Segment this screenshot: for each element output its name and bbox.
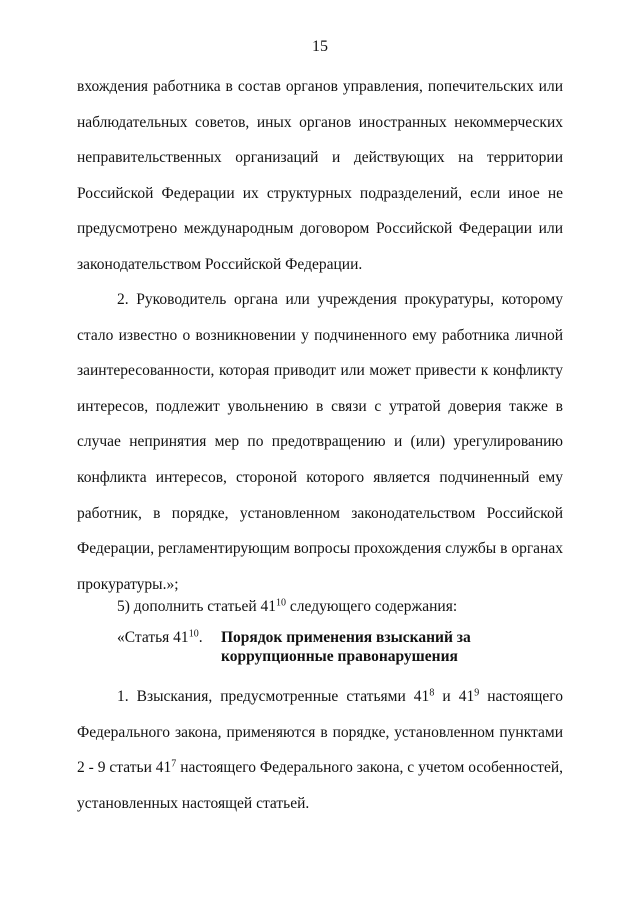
superscript-10: 10 xyxy=(276,597,287,609)
paragraph-article-item-1: 1. Взыскания, предусмотренные статьями $41^8$ и $41^9$ настоящего Федерального закона, применяются в порядке, установленном пунктами 2 - 9 статьи $41^7$ настоящего Федерального закона, с учетом особенностей, установленных настоящей статьей. xyxy=(77,687,563,812)
paragraph-item-2: 2. Руководитель органа или учреждения прокуратуры, которому стало известно о возникновении у подчиненного ему работника личной заинтересованности, которая приводит или может привести к конфликту интересов, подлежит увольнению в связи с утратой доверия также в случае непринятия мер по предотвращению и (или) урегулированию конфликта интересов, стороной которого является подчиненный ему работник, в порядке, установленном законодательством Российской Федерации, регламентирующим вопросы прохождения службы в органах прокуратуры.»; xyxy=(77,291,563,593)
paragraph-amendment-5 xyxy=(77,589,563,625)
page-number: 15 xyxy=(312,38,328,55)
amendment-text-end: следующего содержания: xyxy=(286,598,458,615)
article-title: Порядок применения взысканий за коррупционные правонарушения xyxy=(221,629,471,665)
superscript-7: 7 xyxy=(171,758,177,770)
article-number: «Статья $41^{10}$. xyxy=(117,628,203,646)
superscript-8: 8 xyxy=(429,687,435,699)
amendment-text-start: 5) дополнить статьей 41 xyxy=(117,598,277,615)
paragraph-continuation: вхождения работника в состав органов управления, попечительских или наблюдательных советов, иных органов иностранных некоммерческих неправительственных организаций и действующих на территории Российской Федерации их структурных подразделений, если иное не предусмотрено международным договором Российской Федерации или законодательством Российской Федерации. xyxy=(77,78,563,273)
article-heading xyxy=(117,628,563,666)
superscript-9: 9 xyxy=(474,687,480,699)
article-number-superscript: 10 xyxy=(188,628,199,640)
